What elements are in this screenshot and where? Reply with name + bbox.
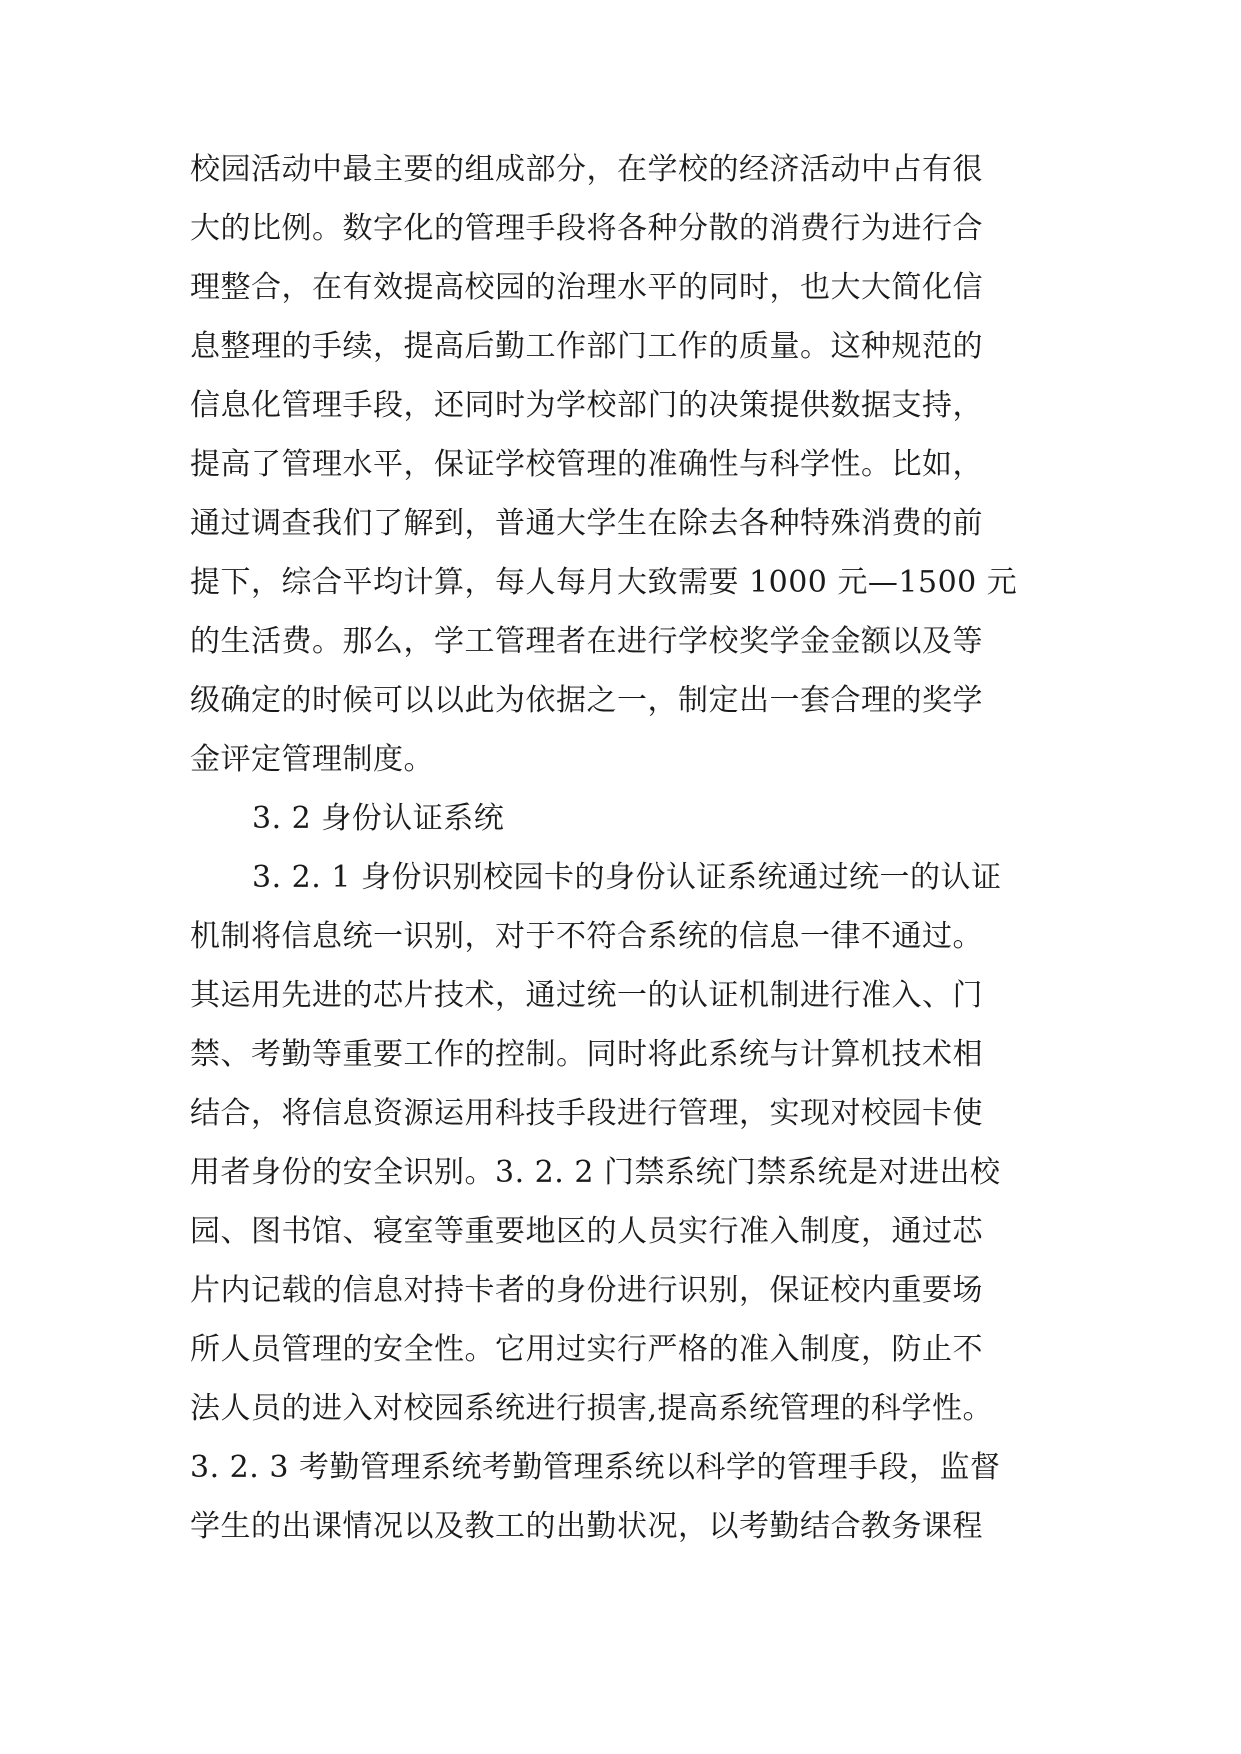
text-line: 的生活费。那么，学工管理者在进行学校奖学金金额以及等: [190, 624, 983, 659]
text-line: 机制将信息统一识别，对于不符合系统的信息一律不通过。: [190, 919, 983, 954]
text-line: 结合，将信息资源运用科技手段进行管理，实现对校园卡使: [190, 1096, 983, 1131]
text-line: 提高了管理水平，保证学校管理的准确性与科学性。比如，: [190, 447, 983, 482]
text-line: 息整理的手续，提高后勤工作部门工作的质量。这种规范的: [190, 329, 983, 364]
text-line: 3. 2. 3 考勤管理系统考勤管理系统以科学的管理手段，监督: [190, 1450, 1001, 1485]
text-line: 理整合，在有效提高校园的治理水平的同时，也大大简化信: [190, 270, 983, 305]
text-line: 3. 2. 1 身份识别校园卡的身份认证系统通过统一的认证: [252, 860, 1002, 895]
text-line: 学生的出课情况以及教工的出勤状况，以考勤结合教务课程: [190, 1509, 983, 1544]
section-heading: 3. 2 身份认证系统: [252, 801, 505, 836]
text-line: 用者身份的安全识别。3. 2. 2 门禁系统门禁系统是对进出校: [190, 1155, 1001, 1190]
text-line: 法人员的进入对校园系统进行损害,提高系统管理的科学性。: [190, 1391, 994, 1426]
text-line: 其运用先进的芯片技术，通过统一的认证机制进行准入、门: [190, 978, 983, 1013]
text-line: 园、图书馆、寝室等重要地区的人员实行准入制度，通过芯: [190, 1214, 983, 1249]
text-line: 通过调查我们了解到，普通大学生在除去各种特殊消费的前: [190, 506, 983, 541]
text-line: 校园活动中最主要的组成部分，在学校的经济活动中占有很: [190, 152, 983, 187]
text-line: 提下，综合平均计算，每人每月大致需要 1000 元—1500 元: [190, 565, 1018, 600]
text-line: 所人员管理的安全性。它用过实行严格的准入制度，防止不: [190, 1332, 983, 1367]
text-line: 级确定的时候可以以此为依据之一，制定出一套合理的奖学: [190, 683, 983, 718]
text-line: 信息化管理手段，还同时为学校部门的决策提供数据支持，: [190, 388, 983, 423]
text-line: 金评定管理制度。: [190, 742, 434, 777]
text-line: 大的比例。数字化的管理手段将各种分散的消费行为进行合: [190, 211, 983, 246]
text-line: 片内记载的信息对持卡者的身份进行识别，保证校内重要场: [190, 1273, 983, 1308]
text-line: 禁、考勤等重要工作的控制。同时将此系统与计算机技术相: [190, 1037, 983, 1072]
